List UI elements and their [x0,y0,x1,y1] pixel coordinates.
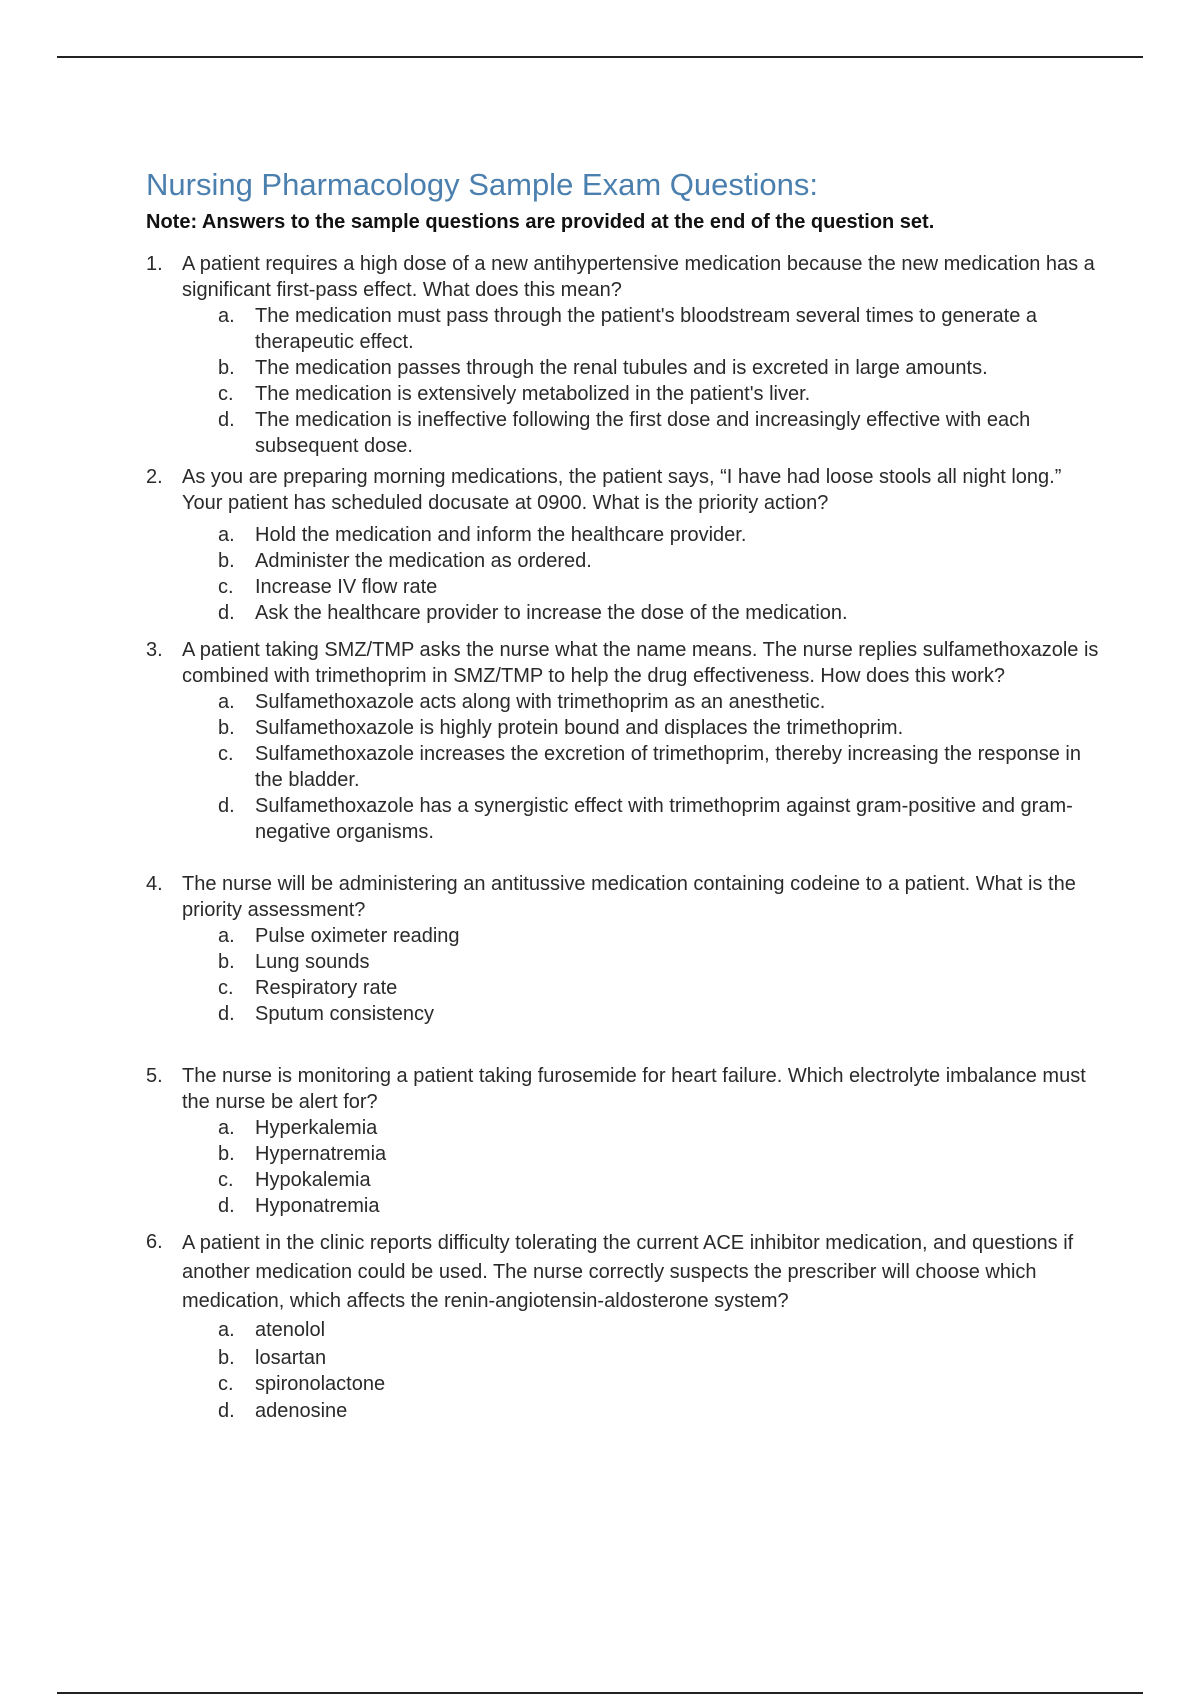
answer-note: Note: Answers to the sample questions are provided at the end of the question set. [146,211,935,233]
option-a [218,303,1106,355]
option-letter: c. [218,1373,234,1395]
question-3 [146,637,1106,845]
option-b [218,1344,1106,1372]
question-2 [146,464,1106,626]
option-letter: c. [218,743,234,765]
question-number: 2. [146,466,163,488]
option-text: The medication must pass through the patient's bloodstream several times to generate a therapeutic effect. [255,305,1038,353]
option-letter: a. [218,1117,235,1139]
option-a [218,522,1106,548]
option-d [218,1397,1106,1425]
option-d [218,1193,1106,1219]
question-number: 4. [146,873,163,895]
option-b [218,548,1106,574]
option-text: spironolactone [255,1373,386,1395]
question-number: 6. [146,1231,163,1253]
option-c [218,1372,1106,1397]
question-6 [146,1229,1106,1425]
option-c [218,1167,1106,1193]
option-letter: c. [218,576,234,598]
question-number: 3. [146,639,163,661]
option-c [218,741,1106,793]
question-number: 5. [146,1065,163,1087]
option-text: Hypernatremia [255,1143,387,1165]
option-text: Sulfamethoxazole acts along with trimethoprim as an anesthetic. [255,691,826,713]
answer-options [146,689,1106,845]
option-a [218,1316,1106,1344]
option-text: Administer the medication as ordered. [255,550,592,572]
answer-options [146,923,1106,1027]
option-letter: c. [218,977,234,999]
option-letter: b. [218,550,235,572]
option-b [218,1141,1106,1167]
option-letter: d. [218,409,235,431]
question-4 [146,871,1106,1027]
option-b [218,949,1106,975]
option-text: losartan [255,1347,327,1369]
option-letter: b. [218,951,235,973]
option-d [218,600,1106,626]
option-letter: d. [218,795,235,817]
option-text: Sputum consistency [255,1003,434,1025]
footer-rule [57,1692,1143,1694]
option-text: adenosine [255,1400,348,1422]
answer-options [146,303,1106,459]
option-text: Respiratory rate [255,977,398,999]
option-text: Hyperkalemia [255,1117,378,1139]
document-body [146,165,1106,1425]
option-text: Hypokalemia [255,1169,371,1191]
option-a [218,923,1106,949]
option-letter: d. [218,1003,235,1025]
option-text: The medication is ineffective following the first dose and increasingly effective with each subsequent dose. [255,409,1031,457]
option-text: Sulfamethoxazole has a synergistic effect with trimethoprim against gram-positive and gram-negative organisms. [255,795,1073,843]
option-letter: a. [218,305,235,327]
option-text: Pulse oximeter reading [255,925,460,947]
question-text: A patient taking SMZ/TMP asks the nurse what the name means. The nurse replies sulfamethoxazole is combined with trimethoprim in SMZ/TMP to help the drug effectiveness. How does this work? [182,639,1099,687]
option-text: Lung sounds [255,951,370,973]
option-letter: a. [218,691,235,713]
question-text: A patient requires a high dose of a new antihypertensive medication because the new medication has a significant first-pass effect. What does this mean? [182,253,1095,301]
option-a [218,1115,1106,1141]
question-number: 1. [146,253,163,275]
option-d [218,793,1106,845]
question-text: The nurse is monitoring a patient taking furosemide for heart failure. Which electrolyte imbalance must the nurse be alert for? [182,1065,1086,1113]
option-text: Sulfamethoxazole increases the excretion of trimethoprim, thereby increasing the response in the bladder. [255,743,1081,791]
option-letter: a. [218,1319,235,1341]
option-b [218,715,1106,741]
question-text: As you are preparing morning medications, the patient says, “I have had loose stools all night long.” Your patient has scheduled docusate at 0900. What is the priority action? [182,466,1062,514]
answer-options [146,522,1106,626]
option-letter: b. [218,1143,235,1165]
option-text: The medication is extensively metabolized in the patient's liver. [255,383,811,405]
option-letter: d. [218,1400,235,1422]
option-c [218,574,1106,600]
option-letter: b. [218,357,235,379]
option-c [218,381,1106,407]
option-text: Increase IV flow rate [255,576,438,598]
option-letter: c. [218,383,234,405]
option-d [218,407,1106,459]
option-text: atenolol [255,1319,326,1341]
option-letter: a. [218,524,235,546]
option-text: Hold the medication and inform the healthcare provider. [255,524,747,546]
document-title: Nursing Pharmacology Sample Exam Questions: [146,167,818,202]
option-text: The medication passes through the renal tubules and is excreted in large amounts. [255,357,988,379]
option-d [218,1001,1106,1027]
option-letter: d. [218,602,235,624]
question-text: The nurse will be administering an antitussive medication containing codeine to a patient. What is the priority assessment? [182,873,1076,921]
option-text: Sulfamethoxazole is highly protein bound and displaces the trimethoprim. [255,717,904,739]
header-rule [57,56,1143,58]
option-a [218,689,1106,715]
question-1 [146,251,1106,459]
question-text: A patient in the clinic reports difficulty tolerating the current ACE inhibitor medication, and questions if another medication could be used. The nurse correctly suspects the prescriber will choose which medication, which affects the renin-angiotensin-aldosterone system? [182,1232,1074,1312]
question-5 [146,1063,1106,1219]
option-letter: d. [218,1195,235,1217]
answer-options [146,1316,1106,1425]
option-b [218,355,1106,381]
option-letter: b. [218,717,235,739]
option-c [218,975,1106,1001]
option-text: Hyponatremia [255,1195,380,1217]
option-letter: c. [218,1169,234,1191]
answer-options [146,1115,1106,1219]
option-letter: b. [218,1347,235,1369]
option-text: Ask the healthcare provider to increase the dose of the medication. [255,602,848,624]
option-letter: a. [218,925,235,947]
